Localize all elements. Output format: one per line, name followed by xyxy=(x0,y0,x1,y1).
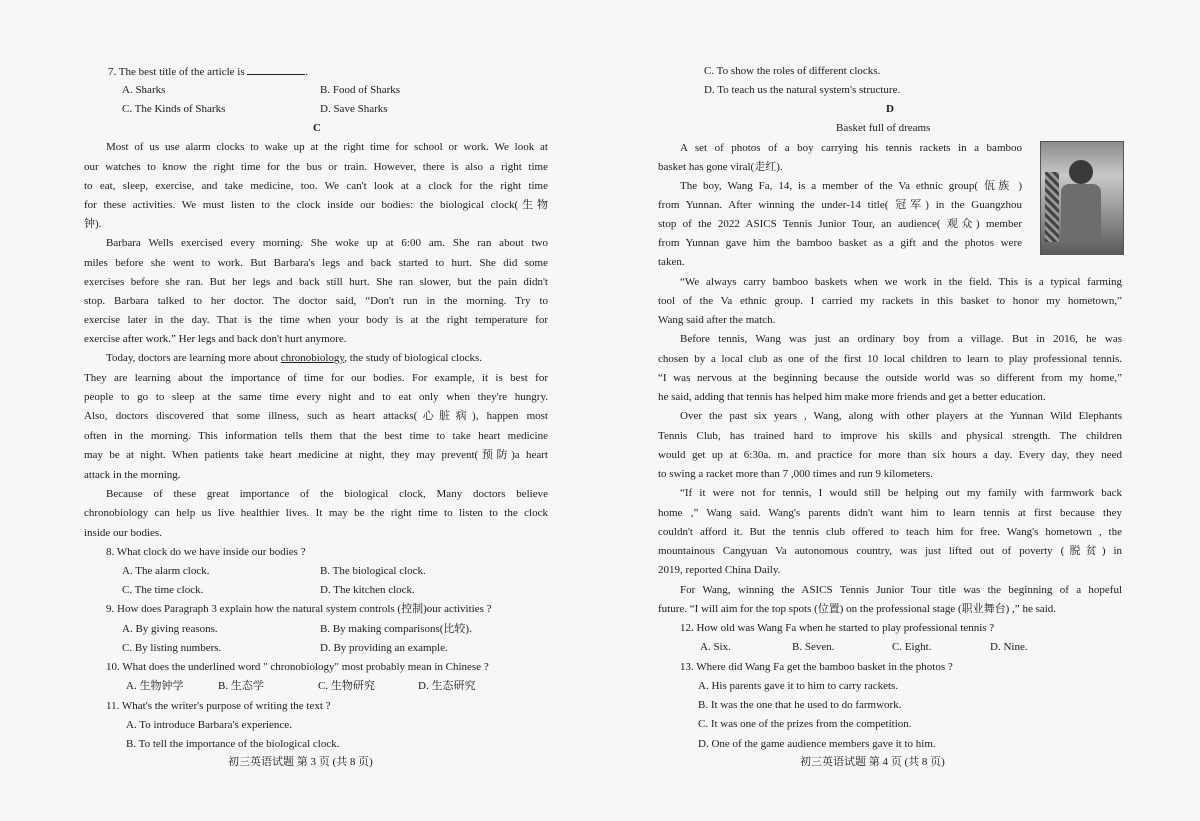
passage-line: often in the morning. This information tells them that the best time to take heart medicine xyxy=(84,430,548,442)
passage-line: to eat, sleep, exercise, and take medicine, too. We can't look at a clock for the right time xyxy=(84,180,548,192)
passage-line: inside our bodies. xyxy=(84,527,162,539)
passage-line: exercises before she ran. But her legs and back still hurt. She ran slower, but the pain didn't xyxy=(84,276,548,288)
passage-line: “We always carry bamboo baskets when we work in the field. This is a typical farming xyxy=(680,276,1122,288)
passage-line: Because of these great importance of the biological clock, Many doctors believe xyxy=(106,488,548,500)
option-7d: D. Save Sharks xyxy=(320,103,388,115)
passage-line: chosen by a local club as one of the first 10 local children to learn to play professional tennis. xyxy=(658,353,1122,365)
option-10b: B. 生态学 xyxy=(218,680,264,692)
option-10c: C. 生物研究 xyxy=(318,680,375,692)
bamboo-basket-shape xyxy=(1045,172,1059,242)
passage-line: A set of photos of a boy carrying his tennis rackets in a bamboo xyxy=(680,142,1022,154)
passage-line: Tennis Club, has trained hard to improve his skills and physical strength. The children xyxy=(658,430,1122,442)
passage-line: taken. xyxy=(658,256,685,268)
passage-line: future. “I will aim for the top spots (位置) on the professional stage (职业舞台) ,” he said. xyxy=(658,603,1057,615)
question-8-stem: 8. What clock do we have inside our bodies ? xyxy=(106,546,306,558)
right-page xyxy=(600,0,1200,821)
passage-line: tool of the Va ethnic group. I carried my rackets in this basket to honor my hometown,” xyxy=(658,295,1122,307)
passage-line: mountainous Cangyuan Va autonomous country, was just lifted out of poverty (脱贫) in xyxy=(658,545,1122,557)
option-7a: A. Sharks xyxy=(122,84,166,96)
question-9-stem: 9. How does Paragraph 3 explain how the natural system controls (控制)our activities ? xyxy=(106,603,492,615)
option-13b: B. It was the one that he used to do farmwork. xyxy=(698,699,902,711)
passage-line: The boy, Wang Fa, 14, is a member of the Va ethnic group( 佤族 ) xyxy=(680,180,1022,192)
option-12c: C. Eight. xyxy=(892,641,932,653)
option-9b: B. By making comparisons(比较). xyxy=(320,623,472,635)
person-head-shape xyxy=(1069,160,1093,184)
option-8d: D. The kitchen clock. xyxy=(320,584,415,596)
passage-line: for these activities. We must listen to the clock inside our bodies: the biological clock(生物 xyxy=(84,199,548,211)
tennis-boy-photo xyxy=(1040,141,1124,255)
passage-line: 钟). xyxy=(84,218,102,230)
option-9d: D. By providing an example. xyxy=(320,642,448,654)
passage-line: Today, doctors are learning more about chronobiology, the study of biological clocks. xyxy=(106,352,482,364)
passage-line: Barbara Wells exercised every morning. She woke up at 6:00 am. She ran about two xyxy=(106,237,548,249)
option-13d: D. One of the game audience members gave it to him. xyxy=(698,738,936,750)
option-9a: A. By giving reasons. xyxy=(122,623,218,635)
passage-line: from Yunnan gave him the bamboo basket as a gift and the photos were xyxy=(658,237,1022,249)
passage-line: home ,” Wang said. Wang's parents didn't want him to learn tennis at first because they xyxy=(658,507,1122,519)
question-13-stem: 13. Where did Wang Fa get the bamboo basket in the photos ? xyxy=(680,661,953,673)
person-body-shape xyxy=(1061,184,1101,242)
passage-line: attack in the morning. xyxy=(84,469,181,481)
passage-line: would get up at 6:30a. m. and practice for more than six hours a day. Every day, they need xyxy=(658,449,1122,461)
option-13a: A. His parents gave it to him to carry rackets. xyxy=(698,680,899,692)
passage-line: stop of the 2022 ASICS Tennis Junior Tour, an audience( 观众) member xyxy=(658,218,1022,230)
passage-line: people to go to sleep at the same time every night and to eat only when they're hungry. xyxy=(84,391,548,403)
option-8a: A. The alarm clock. xyxy=(122,565,210,577)
passage-line: exercise later in the day. That is the time when your body is at the right temperature for xyxy=(84,314,548,326)
passage-line: stop. Barbara talked to her doctor. The doctor said, “Don't run in the morning. Try to xyxy=(84,295,548,307)
passage-title: Basket full of dreams xyxy=(836,122,931,134)
passage-line: may be at night. When patients take heart medicine at night, they may prevent(预防)a heart xyxy=(84,449,548,461)
answer-blank xyxy=(247,64,305,75)
option-13c: C. It was one of the prizes from the competition. xyxy=(698,718,912,730)
passage-line: couldn't afford it. But the tennis club offered to teach him for free. Wang's hometown , the xyxy=(658,526,1122,538)
passage-line: They are learning about the importance of time for our bodies. For example, it is best for xyxy=(84,372,548,384)
option-11d: D. To teach us the natural system's structure. xyxy=(704,84,901,96)
passage-line: from Yunnan. After winning the under-14 title( 冠军) in the Guangzhou xyxy=(658,199,1022,211)
question-12-stem: 12. How old was Wang Fa when he started to play professional tennis ? xyxy=(680,622,995,634)
option-8c: C. The time clock. xyxy=(122,584,204,596)
option-11a: A. To introduce Barbara's experience. xyxy=(126,719,292,731)
passage-line: our watches to know the right time for the bus or train. However, there is also a right time xyxy=(84,161,548,173)
option-12b: B. Seven. xyxy=(792,641,835,653)
passage-line: “I was nervous at the beginning because the outside world was so different from my home,” xyxy=(658,372,1122,384)
option-8b: B. The biological clock. xyxy=(320,565,426,577)
option-9c: C. By listing numbers. xyxy=(122,642,222,654)
passage-line: Most of us use alarm clocks to wake up at the right time for school or work. We look at xyxy=(106,141,548,153)
underlined-word: chronobiology xyxy=(280,352,345,364)
page-footer: 初三英语试题 第 3 页 (共 8 页) xyxy=(228,756,373,768)
option-11b: B. To tell the importance of the biological clock. xyxy=(126,738,340,750)
passage-line: exercise after work.” Her legs and back don't hurt anymore. xyxy=(84,333,347,345)
page-footer: 初三英语试题 第 4 页 (共 8 页) xyxy=(800,756,945,768)
passage-line: chronobiology can help us live healthier lives. It may be the right time to listen to the clock xyxy=(84,507,548,519)
passage-line: basket has gone viral(走红). xyxy=(658,161,783,173)
passage-line: Wang said after the match. xyxy=(658,314,776,326)
option-11c: C. To show the roles of different clocks. xyxy=(704,65,881,77)
section-c-heading: C xyxy=(313,122,321,134)
option-12d: D. Nine. xyxy=(990,641,1028,653)
passage-line: Also, doctors discovered that some illness, such as heart attacks(心脏病), happen most xyxy=(84,410,548,422)
passage-line: Before tennis, Wang was just an ordinary boy from a village. But in 2016, he was xyxy=(680,333,1122,345)
passage-line: “If it were not for tennis, I would still be helping out my family with farmwork back xyxy=(680,487,1122,499)
option-10a: A. 生物钟学 xyxy=(126,680,184,692)
passage-line: Over the past six years , Wang, along with other players at the Yunnan Wild Elephants xyxy=(680,410,1122,422)
passage-line: miles before she went to work. But Barbara's legs and back started to hurt. She did some xyxy=(84,257,548,269)
option-7c: C. The Kinds of Sharks xyxy=(122,103,226,115)
section-d-heading: D xyxy=(886,103,894,115)
option-10d: D. 生态研究 xyxy=(418,680,476,692)
question-10-stem: 10. What does the underlined word " chronobiology" most probably mean in Chinese ? xyxy=(106,661,489,673)
passage-line: he said, adding that tennis has helped him make more friends and get a better education. xyxy=(658,391,1046,403)
passage-line: For Wang, winning the ASICS Tennis Junior Tour title was the beginning of a hopeful xyxy=(680,584,1122,596)
option-7b: B. Food of Sharks xyxy=(320,84,401,96)
question-11-stem: 11. What's the writer's purpose of writing the text ? xyxy=(106,700,331,712)
passage-line: to swing a racket more than 7 ,000 times and run 9 kilometers. xyxy=(658,468,933,480)
option-12a: A. Six. xyxy=(700,641,731,653)
question-7-stem: 7. The best title of the article is . xyxy=(108,66,309,78)
passage-line: 2019, reported China Daily. xyxy=(658,564,781,576)
